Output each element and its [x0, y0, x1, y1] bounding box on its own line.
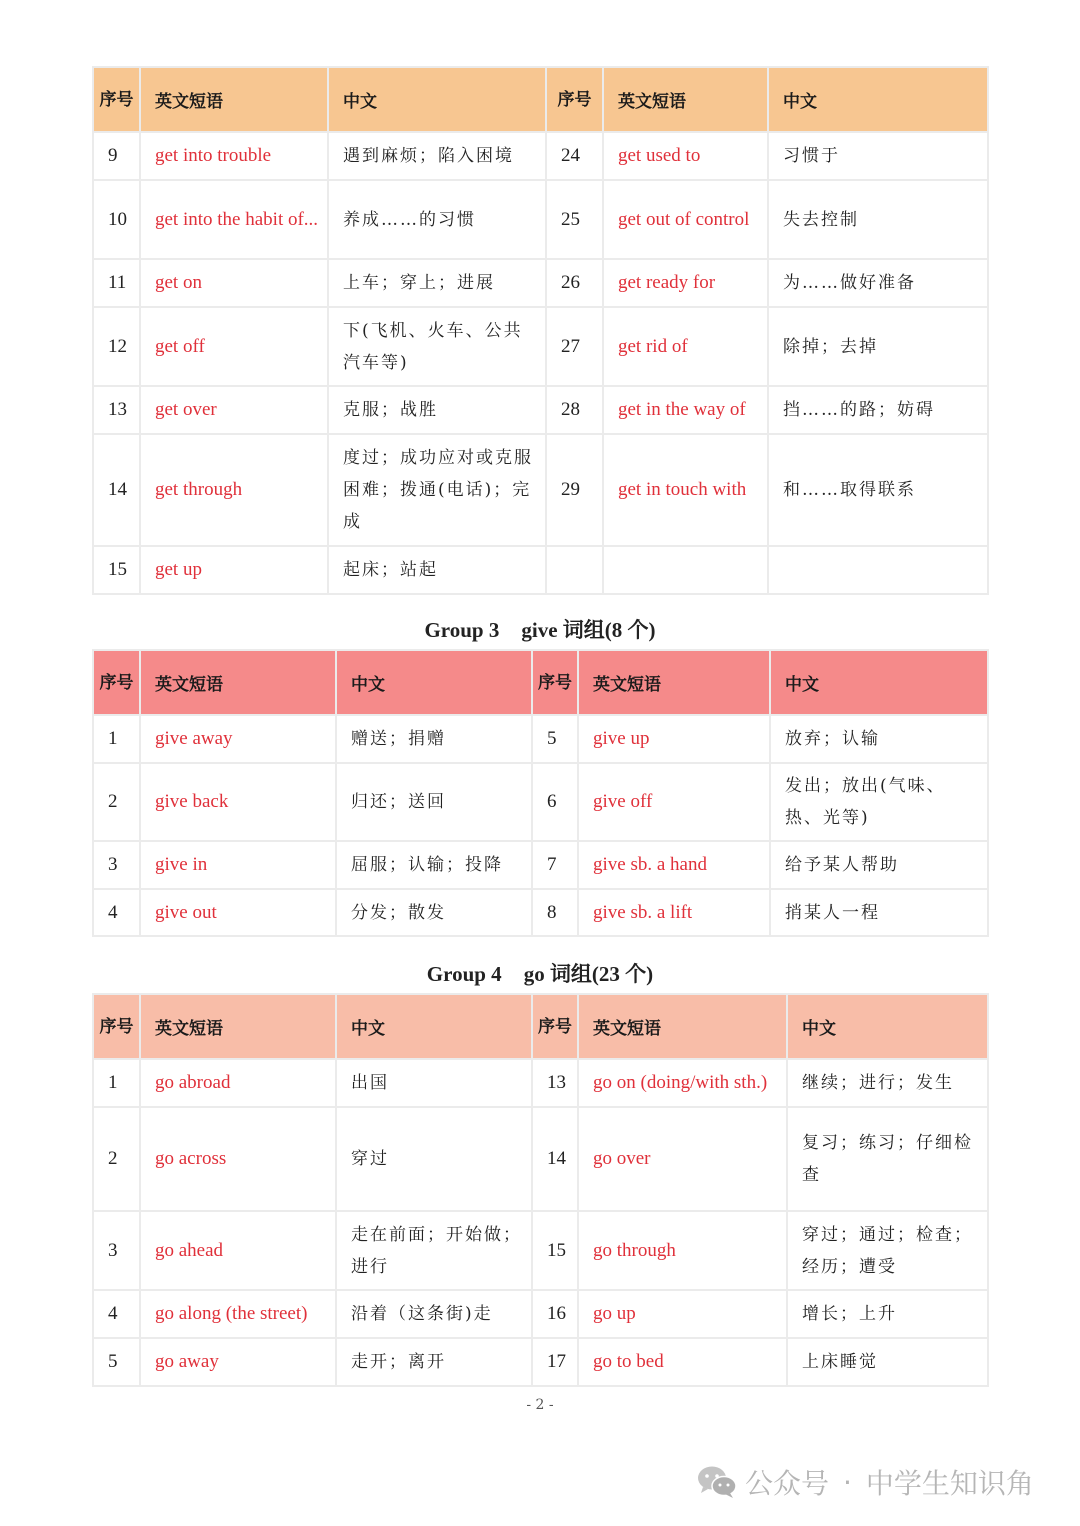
- english-phrase: give in: [140, 841, 336, 889]
- row-number: 9: [93, 132, 140, 180]
- group-4-title: [0, 958, 1080, 988]
- chinese-meaning: 上床睡觉: [787, 1338, 988, 1386]
- chinese-meaning: 增长；上升: [787, 1290, 988, 1338]
- row-number: 1: [93, 1059, 140, 1107]
- chinese-meaning: 起床；站起: [328, 546, 546, 594]
- english-phrase: go up: [578, 1290, 787, 1338]
- english-phrase: give out: [140, 889, 336, 936]
- page-number: - 2 -: [526, 1397, 554, 1413]
- english-phrase: go over: [578, 1107, 787, 1211]
- chinese-meaning: 继续；进行；发生: [787, 1059, 988, 1107]
- english-phrase: get into the habit of...: [140, 180, 328, 259]
- row-number: 4: [93, 1290, 140, 1338]
- table-row: [93, 546, 988, 594]
- chinese-meaning: 给予某人帮助: [770, 841, 988, 889]
- table-row: [93, 1211, 988, 1290]
- header-english: 英文短语: [140, 67, 328, 132]
- table-row: [93, 386, 988, 434]
- row-number: 15: [532, 1211, 578, 1290]
- header-num: 序号: [93, 994, 140, 1059]
- chinese-meaning: 和……取得联系: [768, 434, 988, 546]
- header-english: 英文短语: [603, 67, 768, 132]
- chinese-meaning: 穿过: [336, 1107, 532, 1211]
- chinese-meaning: 分发；散发: [336, 889, 532, 936]
- chinese-meaning: 下(飞机、火车、公共汽车等): [328, 307, 546, 386]
- english-phrase: give sb. a hand: [578, 841, 770, 889]
- row-number: [546, 546, 603, 594]
- row-number: 15: [93, 546, 140, 594]
- watermark-label: 公众号: [745, 1467, 830, 1500]
- table-header-row: [93, 994, 988, 1059]
- row-number: 13: [93, 386, 140, 434]
- table-row: [93, 1059, 988, 1107]
- chinese-meaning: 度过；成功应对或克服困难；拨通(电话)；完成: [328, 434, 546, 546]
- chinese-meaning: 捎某人一程: [770, 889, 988, 936]
- table-row: [93, 259, 988, 307]
- row-number: 17: [532, 1338, 578, 1386]
- header-chinese: 中文: [328, 67, 546, 132]
- chinese-meaning: 上车；穿上；进展: [328, 259, 546, 307]
- row-number: 3: [93, 841, 140, 889]
- row-number: 26: [546, 259, 603, 307]
- watermark-name: 中学生知识角: [865, 1467, 1034, 1500]
- english-phrase: [603, 546, 768, 594]
- table-header-row: [93, 650, 988, 715]
- english-phrase: get through: [140, 434, 328, 546]
- header-english: 英文短语: [578, 994, 787, 1059]
- header-english: 英文短语: [140, 994, 336, 1059]
- chinese-meaning: 习惯于: [768, 132, 988, 180]
- chinese-meaning: 出国: [336, 1059, 532, 1107]
- row-number: 13: [532, 1059, 578, 1107]
- chinese-meaning: 发出；放出(气味、热、光等): [770, 763, 988, 841]
- row-number: 2: [93, 763, 140, 841]
- row-number: 1: [93, 715, 140, 763]
- chinese-meaning: 为……做好准备: [768, 259, 988, 307]
- row-number: 16: [532, 1290, 578, 1338]
- english-phrase: get on: [140, 259, 328, 307]
- header-num: 序号: [93, 67, 140, 132]
- group-3-title: [0, 614, 1080, 644]
- chinese-meaning: 养成……的习惯: [328, 180, 546, 259]
- row-number: 10: [93, 180, 140, 259]
- chinese-meaning: 放弃；认输: [770, 715, 988, 763]
- english-phrase: get out of control: [603, 180, 768, 259]
- table-row: [93, 434, 988, 546]
- english-phrase: give off: [578, 763, 770, 841]
- english-phrase: give up: [578, 715, 770, 763]
- chinese-meaning: 克服；战胜: [328, 386, 546, 434]
- row-number: 4: [93, 889, 140, 936]
- english-phrase: go away: [140, 1338, 336, 1386]
- chinese-meaning: 走在前面；开始做；进行: [336, 1211, 532, 1290]
- chinese-meaning: 复习；练习；仔细检查: [787, 1107, 988, 1211]
- row-number: 27: [546, 307, 603, 386]
- english-phrase: give back: [140, 763, 336, 841]
- row-number: 5: [532, 715, 578, 763]
- group-label: Group 3: [424, 618, 500, 642]
- header-chinese: 中文: [768, 67, 988, 132]
- english-phrase: go abroad: [140, 1059, 336, 1107]
- go-phrases-table: [92, 993, 989, 1387]
- chinese-meaning: 遇到麻烦；陷入困境: [328, 132, 546, 180]
- group-name: go 词组(23 个): [523, 962, 654, 986]
- english-phrase: go ahead: [140, 1211, 336, 1290]
- english-phrase: give away: [140, 715, 336, 763]
- table-row: [93, 763, 988, 841]
- row-number: 2: [93, 1107, 140, 1211]
- english-phrase: get over: [140, 386, 328, 434]
- row-number: 3: [93, 1211, 140, 1290]
- header-english: 英文短语: [140, 650, 336, 715]
- chinese-meaning: 屈服；认输；投降: [336, 841, 532, 889]
- english-phrase: get ready for: [603, 259, 768, 307]
- row-number: 6: [532, 763, 578, 841]
- english-phrase: go along (the street): [140, 1290, 336, 1338]
- chinese-meaning: 挡……的路；妨碍: [768, 386, 988, 434]
- row-number: 14: [532, 1107, 578, 1211]
- chinese-meaning: 穿过；通过；检查；经历；遭受: [787, 1211, 988, 1290]
- row-number: 25: [546, 180, 603, 259]
- english-phrase: get rid of: [603, 307, 768, 386]
- english-phrase: get into trouble: [140, 132, 328, 180]
- english-phrase: get in touch with: [603, 434, 768, 546]
- english-phrase: get up: [140, 546, 328, 594]
- header-num: 序号: [532, 994, 578, 1059]
- table-row: [93, 180, 988, 259]
- table-row: [93, 715, 988, 763]
- row-number: 8: [532, 889, 578, 936]
- header-num: 序号: [93, 650, 140, 715]
- row-number: 5: [93, 1338, 140, 1386]
- row-number: 14: [93, 434, 140, 546]
- header-english: 英文短语: [578, 650, 770, 715]
- english-phrase: get used to: [603, 132, 768, 180]
- header-chinese: 中文: [787, 994, 988, 1059]
- watermark-separator: ·: [843, 1465, 852, 1499]
- english-phrase: get off: [140, 307, 328, 386]
- english-phrase: get in the way of: [603, 386, 768, 434]
- group-label: Group 4: [426, 962, 502, 986]
- row-number: 11: [93, 259, 140, 307]
- table-row: [93, 841, 988, 889]
- row-number: 28: [546, 386, 603, 434]
- table-row: [93, 1107, 988, 1211]
- chinese-meaning: 归还；送回: [336, 763, 532, 841]
- chinese-meaning: [768, 546, 988, 594]
- watermark: [697, 1462, 1034, 1502]
- row-number: 7: [532, 841, 578, 889]
- row-number: 12: [93, 307, 140, 386]
- header-chinese: 中文: [336, 994, 532, 1059]
- wechat-icon: [697, 1465, 737, 1499]
- table-row: [93, 889, 988, 936]
- table-row: [93, 1338, 988, 1386]
- row-number: 24: [546, 132, 603, 180]
- english-phrase: go across: [140, 1107, 336, 1211]
- english-phrase: give sb. a lift: [578, 889, 770, 936]
- give-phrases-table: [92, 649, 989, 937]
- chinese-meaning: 失去控制: [768, 180, 988, 259]
- row-number: 29: [546, 434, 603, 546]
- chinese-meaning: 赠送；捐赠: [336, 715, 532, 763]
- english-phrase: go on (doing/with sth.): [578, 1059, 787, 1107]
- header-num: 序号: [546, 67, 603, 132]
- header-chinese: 中文: [336, 650, 532, 715]
- table-row: [93, 132, 988, 180]
- table-row: [93, 307, 988, 386]
- header-num: 序号: [532, 650, 578, 715]
- group-name: give 词组(8 个): [521, 618, 656, 642]
- english-phrase: go through: [578, 1211, 787, 1290]
- chinese-meaning: 除掉；去掉: [768, 307, 988, 386]
- get-phrases-table: [92, 66, 989, 595]
- chinese-meaning: 走开；离开: [336, 1338, 532, 1386]
- table-row: [93, 1290, 988, 1338]
- english-phrase: go to bed: [578, 1338, 787, 1386]
- chinese-meaning: 沿着（这条街)走: [336, 1290, 532, 1338]
- table-header-row: [93, 67, 988, 132]
- header-chinese: 中文: [770, 650, 988, 715]
